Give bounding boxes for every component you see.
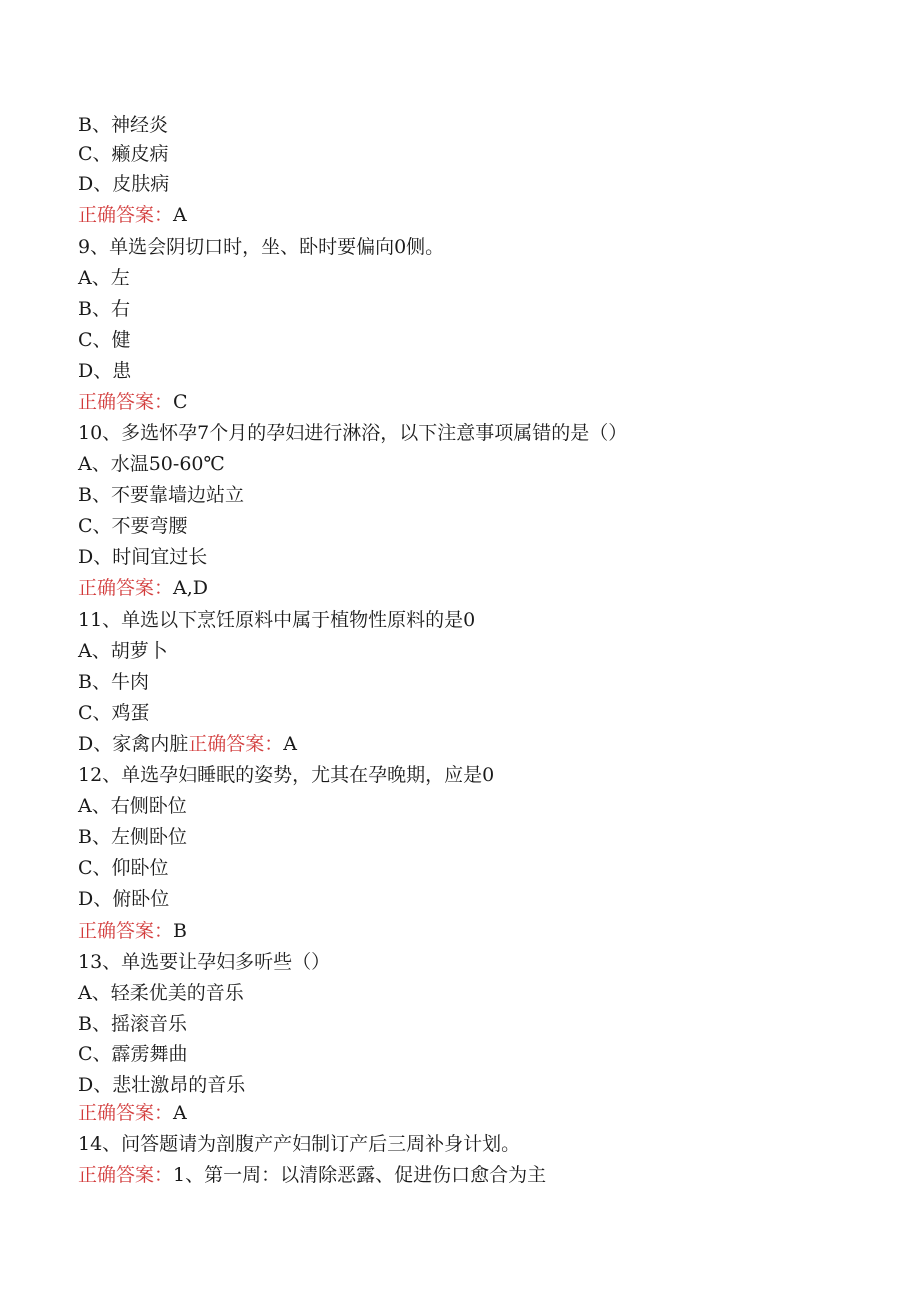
option-line: A、轻柔优美的音乐 [78, 982, 244, 1004]
option-line: A、水温50-60℃ [78, 453, 225, 475]
answer-line [78, 1101, 187, 1125]
option-line: C、癞皮病 [78, 143, 169, 165]
answer-value: B [173, 920, 187, 942]
answer-line [78, 919, 187, 943]
answer-label: 正确答案： [78, 920, 174, 942]
option-line: C、霹雳舞曲 [78, 1043, 188, 1065]
option-line: D、患 [78, 360, 132, 382]
option-line: D、皮肤病 [78, 173, 170, 195]
answer-label: 正确答案： [78, 204, 174, 226]
answer-value: A [283, 733, 297, 755]
option-line: A、胡萝卜 [78, 640, 168, 662]
answer-label: 正确答案： [188, 733, 284, 755]
option-line: A、右侧卧位 [78, 795, 187, 817]
answer-label: 正确答案： [78, 1164, 174, 1186]
question-line: 11、单选以下烹饪原料中属于植物性原料的是0 [78, 609, 476, 631]
answer-value: A [173, 1102, 187, 1124]
answer-line [78, 390, 188, 414]
answer-label: 正确答案： [78, 1102, 174, 1124]
answer-label: 正确答案： [78, 577, 174, 599]
option-line: B、不要靠墙边站立 [78, 484, 244, 506]
option-line: C、不要弯腰 [78, 515, 188, 537]
option-answer-line [78, 732, 297, 756]
question-line: 9、单选会阴切口时，坐、卧时要偏向0侧。 [78, 236, 445, 258]
option-line: C、仰卧位 [78, 857, 169, 879]
question-line: 10、多选怀孕7个月的孕妇进行淋浴，以下注意事项属错的是（） [78, 422, 628, 444]
option-line: A、左 [78, 267, 130, 289]
answer-value: A,D [173, 577, 209, 599]
option-line: B、神经炎 [78, 114, 168, 136]
answer-value: 1、第一周：以清除恶露、促进伤口愈合为主 [173, 1164, 547, 1186]
option-line: B、右 [78, 298, 130, 320]
answer-line [78, 576, 208, 600]
answer-value: A [173, 204, 187, 226]
answer-line [78, 1163, 546, 1187]
option-line: B、左侧卧位 [78, 826, 187, 848]
question-line: 13、单选要让孕妇多听些（） [78, 951, 331, 973]
option-text: D、家禽内脏 [78, 733, 189, 755]
answer-line [78, 203, 187, 227]
option-line: C、鸡蛋 [78, 702, 150, 724]
answer-value: C [173, 391, 188, 413]
question-line: 12、单选孕妇睡眠的姿势，尤其在孕晚期，应是0 [78, 764, 495, 786]
option-line: B、牛肉 [78, 671, 149, 693]
answer-label: 正确答案： [78, 391, 174, 413]
option-line: D、悲壮激昂的音乐 [78, 1074, 246, 1096]
option-line: D、时间宜过长 [78, 546, 208, 568]
option-line: C、健 [78, 329, 131, 351]
question-line: 14、问答题请为剖腹产产妇制订产后三周补身计划。 [78, 1133, 521, 1155]
option-line: B、摇滚音乐 [78, 1013, 187, 1035]
option-line: D、俯卧位 [78, 888, 170, 910]
